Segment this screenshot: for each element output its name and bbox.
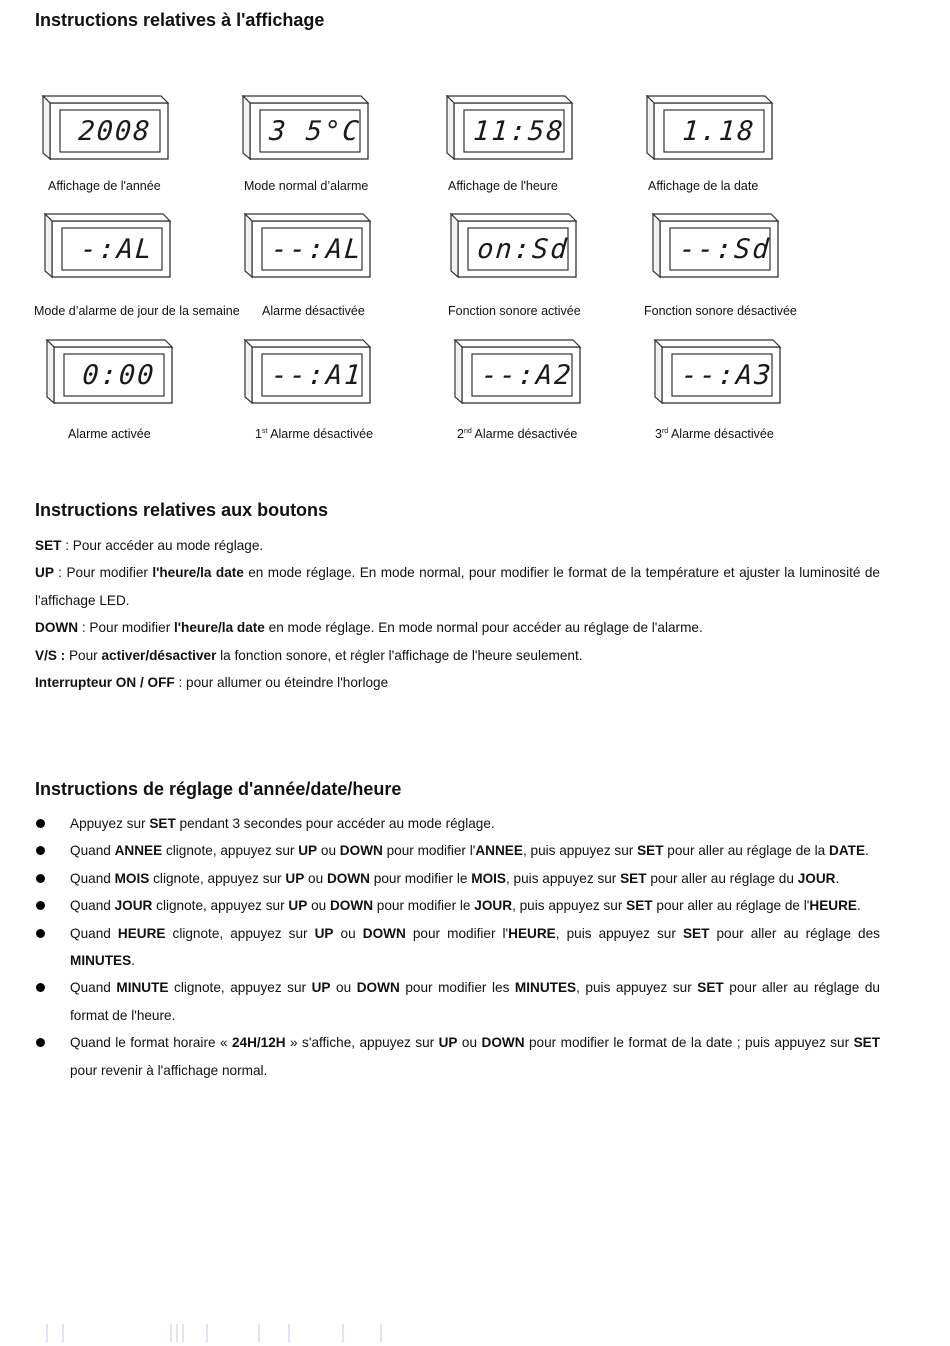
- caption-ordinal: 1: [255, 427, 262, 441]
- scan-mark: [170, 1324, 172, 1342]
- clock-display-icon: [240, 95, 372, 163]
- clock-display-icon: [644, 95, 776, 163]
- scan-mark: [176, 1324, 178, 1342]
- display-item: [38, 339, 248, 459]
- display-caption: [255, 427, 373, 441]
- display-caption: Fonction sonore activée: [448, 304, 581, 318]
- lcd-digits: --:AL: [270, 233, 364, 265]
- display-caption: [655, 427, 774, 441]
- list-item: Quand HEURE clignote, appuyez sur UP ou DOWN pour modifier l'HEURE, puis appuyez sur SET pour aller au réglage des MINUTES.: [35, 920, 880, 975]
- scan-mark: [342, 1324, 344, 1342]
- clock-display-icon: [444, 95, 576, 163]
- display-item: [442, 213, 652, 333]
- key-label: DOWN: [35, 620, 79, 636]
- bold-text: activer/désactiver: [101, 647, 217, 663]
- bullet-icon: [36, 901, 45, 910]
- list-item: Quand ANNEE clignote, appuyez sur UP ou DOWN pour modifier l'ANNEE, puis appuyez sur SET pour aller au réglage de la DATE.: [35, 837, 880, 864]
- caption-text: Alarme désactivée: [668, 427, 774, 441]
- scan-mark: [380, 1324, 382, 1342]
- display-item: [236, 339, 446, 459]
- display-caption: Alarme désactivée: [262, 304, 365, 318]
- buttons-instructions-heading: Instructions relatives aux boutons: [35, 500, 329, 520]
- lcd-digits: --:A2: [480, 359, 574, 391]
- key-label: UP: [35, 565, 54, 581]
- display-caption: [457, 427, 577, 441]
- list-item: Quand le format horaire « 24H/12H » s'affiche, appuyez sur UP ou DOWN pour modifier le format de la date ; puis appuyez sur SET pour revenir à l'affichage normal.: [35, 1029, 880, 1084]
- lcd-digits: --:A3: [680, 359, 774, 391]
- display-item: [36, 213, 246, 333]
- scan-mark: [182, 1324, 184, 1342]
- key-label: Interrupteur ON / OFF: [35, 675, 175, 691]
- display-item: [34, 95, 244, 215]
- display-item: [446, 339, 656, 459]
- lcd-digits: on:Sd: [476, 233, 570, 265]
- clock-display-icon: [452, 339, 584, 407]
- description-text: : Pour modifier: [78, 620, 174, 636]
- display-instructions-heading: Instructions relatives à l'affichage: [35, 10, 325, 30]
- bold-text: l'heure/la date: [174, 620, 265, 636]
- description-text: en mode réglage. En mode normal, pour modifier le format de la température et ajuster la luminosité de l'affichage LED.: [35, 565, 880, 608]
- display-caption: Affichage de l'année: [48, 179, 161, 193]
- clock-display-icon: [242, 213, 374, 281]
- scan-mark: [62, 1324, 64, 1342]
- display-item: [644, 213, 854, 333]
- display-caption: Affichage de l'heure: [448, 179, 558, 193]
- display-item: [646, 339, 856, 459]
- key-label: SET: [35, 538, 62, 553]
- bullet-icon: [36, 846, 45, 855]
- display-item: [236, 213, 446, 333]
- up-button-description: [35, 559, 880, 614]
- clock-display-icon: [242, 339, 374, 407]
- caption-text: Alarme désactivée: [471, 427, 578, 441]
- display-caption: Alarme activée: [68, 427, 151, 441]
- list-item: Quand JOUR clignote, appuyez sur UP ou DOWN pour modifier le JOUR, puis appuyez sur SET pour aller au réglage de l'HEURE.: [35, 892, 880, 919]
- lcd-digits: -:AL: [79, 233, 155, 265]
- display-caption: Fonction sonore désactivée: [644, 304, 797, 318]
- settings-steps-list: [35, 810, 880, 1084]
- scan-mark: [258, 1324, 260, 1342]
- clock-display-icon: [650, 213, 782, 281]
- caption-ordinal: 2: [457, 427, 464, 441]
- caption-ordinal-suffix: st: [261, 427, 268, 435]
- bullet-icon: [36, 874, 45, 883]
- lcd-digits: 2008: [77, 115, 153, 147]
- description-text: : Pour accéder au mode réglage.: [61, 538, 264, 553]
- scan-mark: [206, 1324, 208, 1342]
- bullet-icon: [36, 1038, 45, 1047]
- set-button-description: [35, 532, 880, 559]
- display-caption: Mode normal d’alarme: [244, 179, 369, 193]
- description-text: : pour allumer ou éteindre l'horloge: [174, 675, 389, 691]
- display-caption: Affichage de la date: [648, 179, 759, 193]
- display-caption: Mode d’alarme de jour de la semaine: [34, 304, 240, 318]
- display-item: [438, 95, 648, 215]
- caption-ordinal-suffix: nd: [463, 427, 472, 435]
- display-modes-grid: [30, 95, 890, 455]
- scan-marks: [40, 1320, 460, 1346]
- clock-display-icon: [42, 213, 174, 281]
- lcd-digits: --:A1: [270, 359, 364, 391]
- onoff-switch-description: [35, 669, 880, 696]
- bullet-icon: [36, 983, 45, 992]
- lcd-digits: 11:58: [472, 115, 566, 147]
- bold-text: l'heure/la date: [152, 565, 244, 581]
- lcd-digits: 0:00: [81, 359, 157, 391]
- scan-mark: [288, 1324, 290, 1342]
- description-text: en mode réglage. En mode normal pour accéder au réglage de l'alarme.: [264, 620, 703, 636]
- list-item: Appuyez sur SET pendant 3 secondes pour accéder au mode réglage.: [35, 810, 880, 837]
- list-item: Quand MINUTE clignote, appuyez sur UP ou DOWN pour modifier les MINUTES, puis appuyez sur SET pour aller au réglage du format de l'heure.: [35, 974, 880, 1029]
- bullet-icon: [36, 929, 45, 938]
- caption-ordinal-suffix: rd: [661, 427, 669, 435]
- down-button-description: [35, 614, 880, 641]
- key-label: V/S :: [35, 647, 66, 663]
- description-text: la fonction sonore, et régler l'affichage de l'heure seulement.: [216, 647, 583, 663]
- caption-text: Alarme désactivée: [267, 427, 374, 441]
- caption-ordinal: 3: [655, 427, 662, 441]
- display-item: [638, 95, 848, 215]
- clock-display-icon: [40, 95, 172, 163]
- lcd-digits: 3 5°C: [268, 115, 362, 147]
- buttons-instructions: [35, 532, 880, 696]
- clock-display-icon: [448, 213, 580, 281]
- display-item: [234, 95, 444, 215]
- scan-mark: [46, 1324, 48, 1342]
- lcd-digits: --:Sd: [678, 233, 772, 265]
- settings-instructions-heading: Instructions de réglage d'année/date/heure: [35, 779, 402, 799]
- clock-display-icon: [44, 339, 176, 407]
- lcd-digits: 1.18: [681, 115, 757, 147]
- vs-button-description: [35, 642, 880, 669]
- list-item: Quand MOIS clignote, appuyez sur UP ou DOWN pour modifier le MOIS, puis appuyez sur SET pour aller au réglage du JOUR.: [35, 865, 880, 892]
- bullet-icon: [36, 819, 45, 828]
- clock-display-icon: [652, 339, 784, 407]
- description-text: Pour: [65, 647, 102, 663]
- description-text: : Pour modifier: [53, 565, 153, 581]
